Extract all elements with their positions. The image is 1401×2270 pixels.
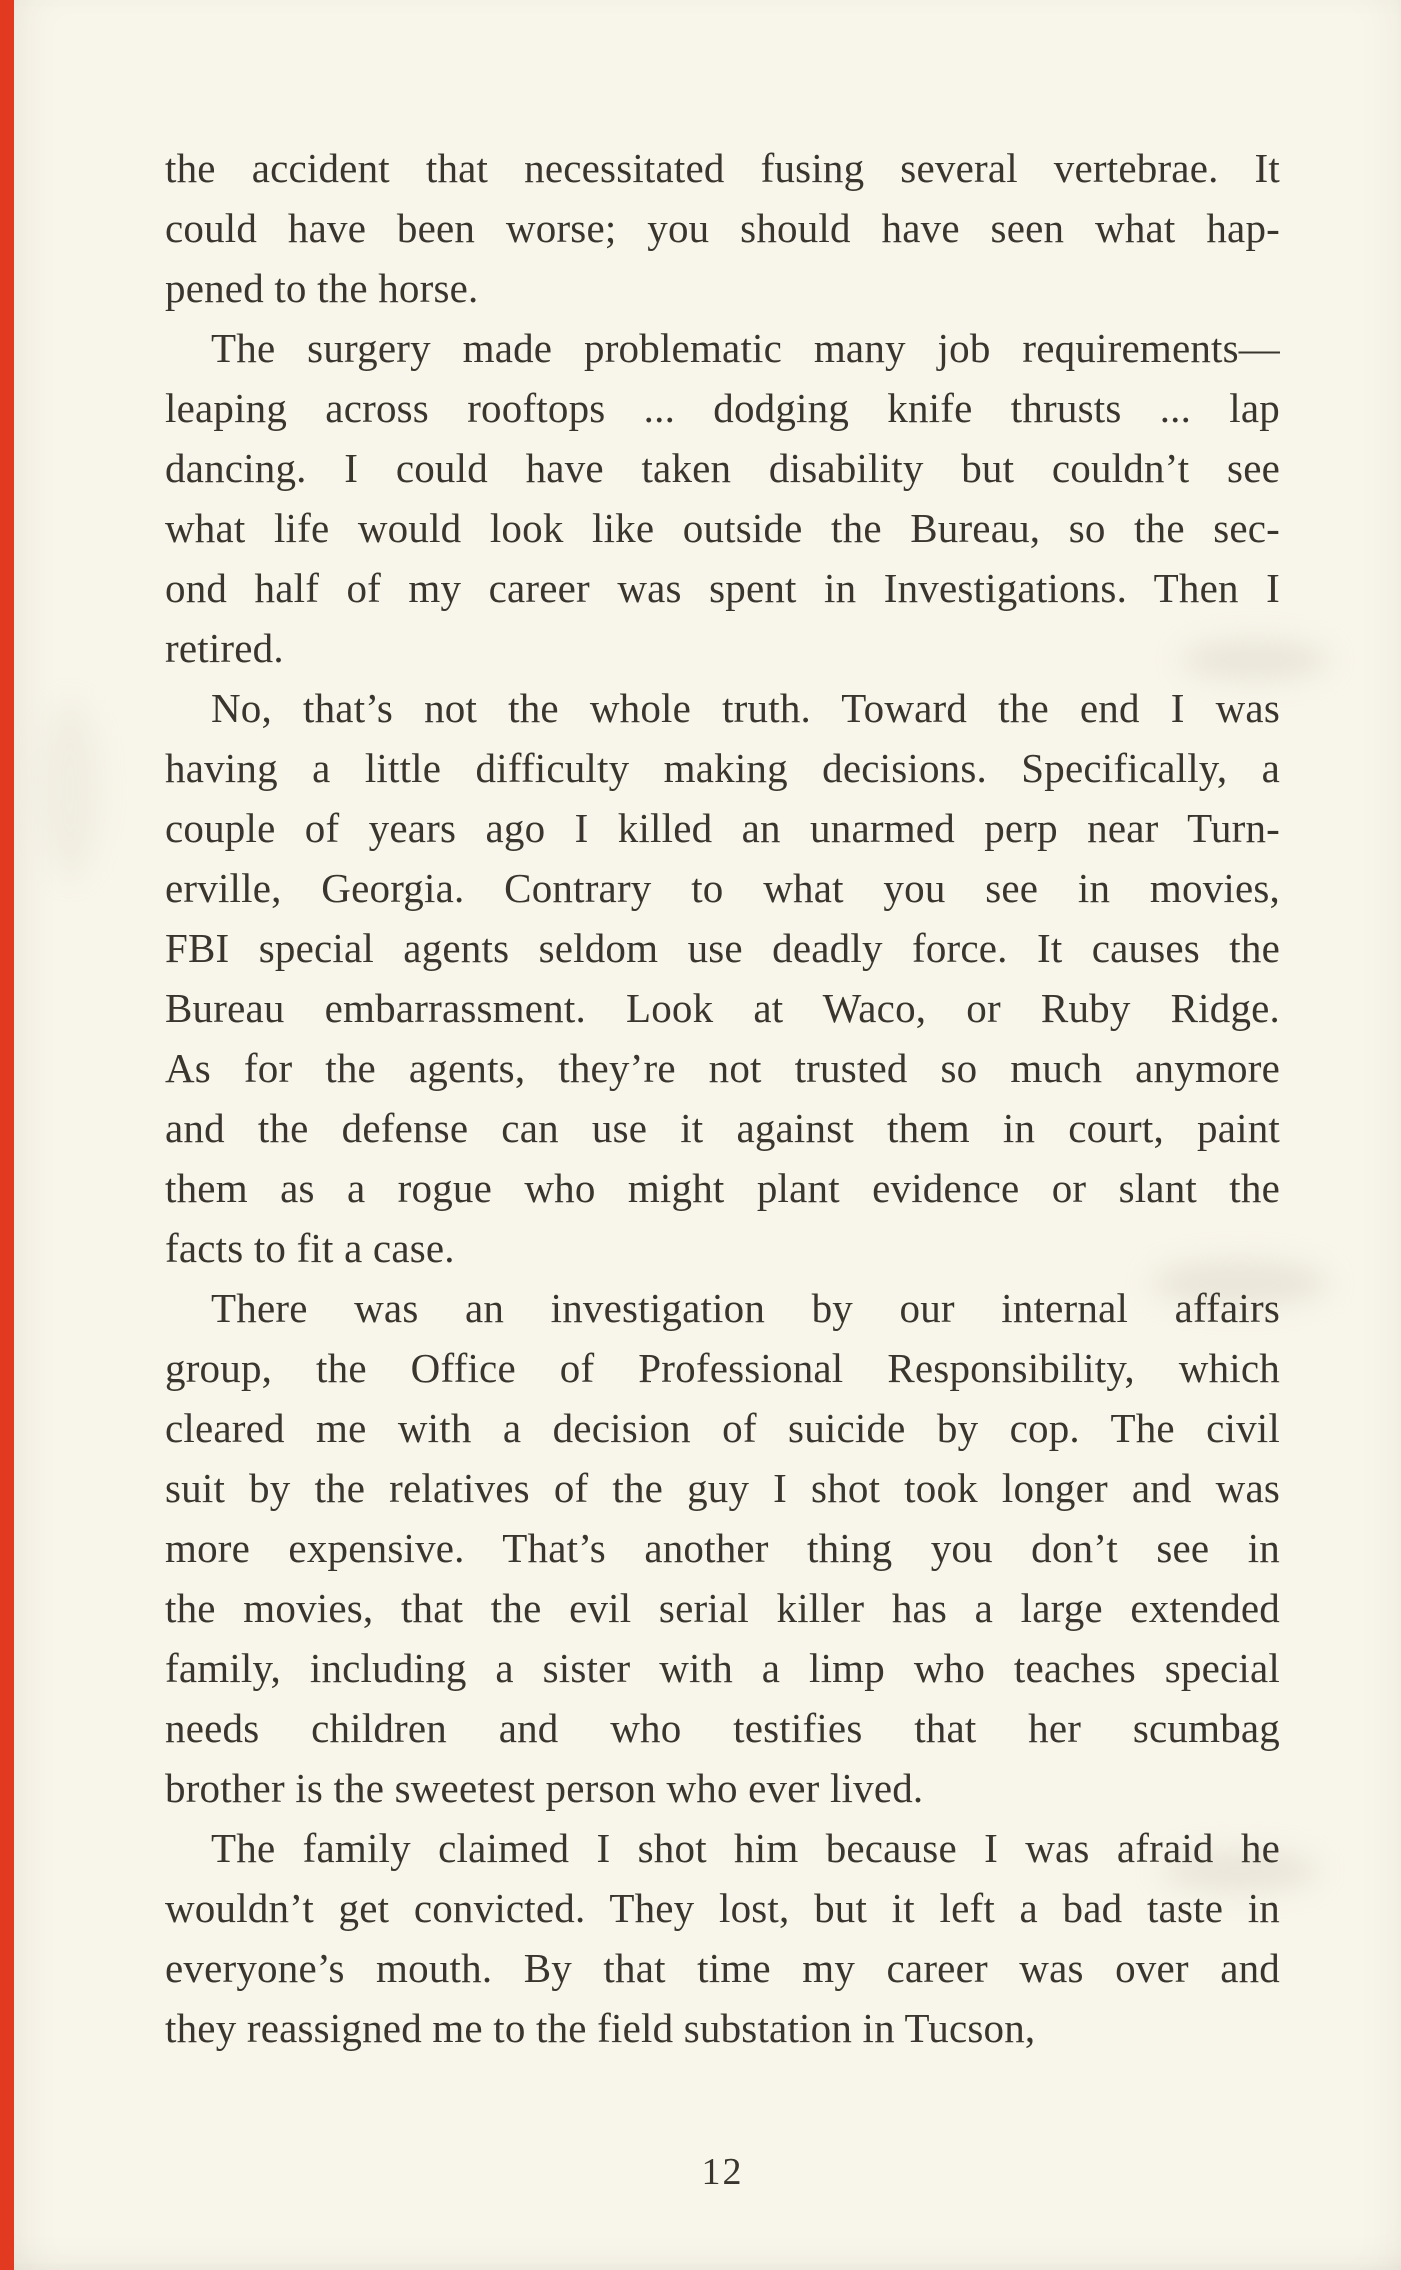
text-line: could have been worse; you should have seen what hap- <box>165 205 1280 251</box>
text-line: they reassigned me to the field substation in Tucson, <box>165 2005 1036 2051</box>
text-line: the movies, that the evil serial killer has a large extended <box>165 1585 1280 1631</box>
paragraph <box>165 138 1280 318</box>
text-line: what life would look like outside the Bureau, so the sec- <box>165 505 1280 551</box>
text-line: needs children and who testifies that her scumbag <box>165 1705 1280 1751</box>
paragraph <box>165 318 1280 678</box>
text-line: couple of years ago I killed an unarmed perp near Turn- <box>165 805 1280 851</box>
text-line: the accident that necessitated fusing several vertebrae. It <box>165 145 1280 191</box>
text-line: The surgery made problematic many job requirements— <box>211 325 1280 371</box>
text-line: wouldn’t get convicted. They lost, but it left a bad taste in <box>165 1885 1280 1931</box>
text-line: more expensive. That’s another thing you don’t see in <box>165 1525 1280 1571</box>
text-line: No, that’s not the whole truth. Toward the end I was <box>211 685 1280 731</box>
text-line: cleared me with a decision of suicide by cop. The civil <box>165 1405 1280 1451</box>
text-line: erville, Georgia. Contrary to what you see in movies, <box>165 865 1280 911</box>
text-line: facts to fit a case. <box>165 1225 455 1271</box>
text-line: As for the agents, they’re not trusted so much anymore <box>165 1045 1280 1091</box>
text-line: ond half of my career was spent in Investigations. Then I <box>165 565 1280 611</box>
text-line: pened to the horse. <box>165 265 479 311</box>
left-accent-stripe <box>0 0 14 2270</box>
text-line: them as a rogue who might plant evidence or slant the <box>165 1165 1280 1211</box>
text-line: brother is the sweetest person who ever lived. <box>165 1765 924 1811</box>
text-line: dancing. I could have taken disability but couldn’t see <box>165 445 1280 491</box>
text-line: The family claimed I shot him because I was afraid he <box>211 1825 1280 1871</box>
paragraph <box>165 1818 1280 2058</box>
text-line: Bureau embarrassment. Look at Waco, or Ruby Ridge. <box>165 985 1280 1031</box>
text-line: FBI special agents seldom use deadly force. It causes the <box>165 925 1280 971</box>
text-line: retired. <box>165 625 284 671</box>
text-line: leaping across rooftops ... dodging knife thrusts ... lap <box>165 385 1280 431</box>
text-line: suit by the relatives of the guy I shot took longer and was <box>165 1465 1280 1511</box>
text-block <box>165 138 1280 2058</box>
text-line: and the defense can use it against them in court, paint <box>165 1105 1280 1151</box>
text-line: family, including a sister with a limp who teaches special <box>165 1645 1280 1691</box>
text-line: having a little difficulty making decisions. Specifically, a <box>165 745 1280 791</box>
scan-artifact <box>40 700 100 880</box>
text-line: There was an investigation by our internal affairs <box>211 1285 1280 1331</box>
text-line: everyone’s mouth. By that time my career was over and <box>165 1945 1280 1991</box>
text-line: group, the Office of Professional Responsibility, which <box>165 1345 1280 1391</box>
paragraph <box>165 678 1280 1278</box>
paragraph <box>165 1278 1280 1818</box>
page-number: 12 <box>701 2151 744 2193</box>
